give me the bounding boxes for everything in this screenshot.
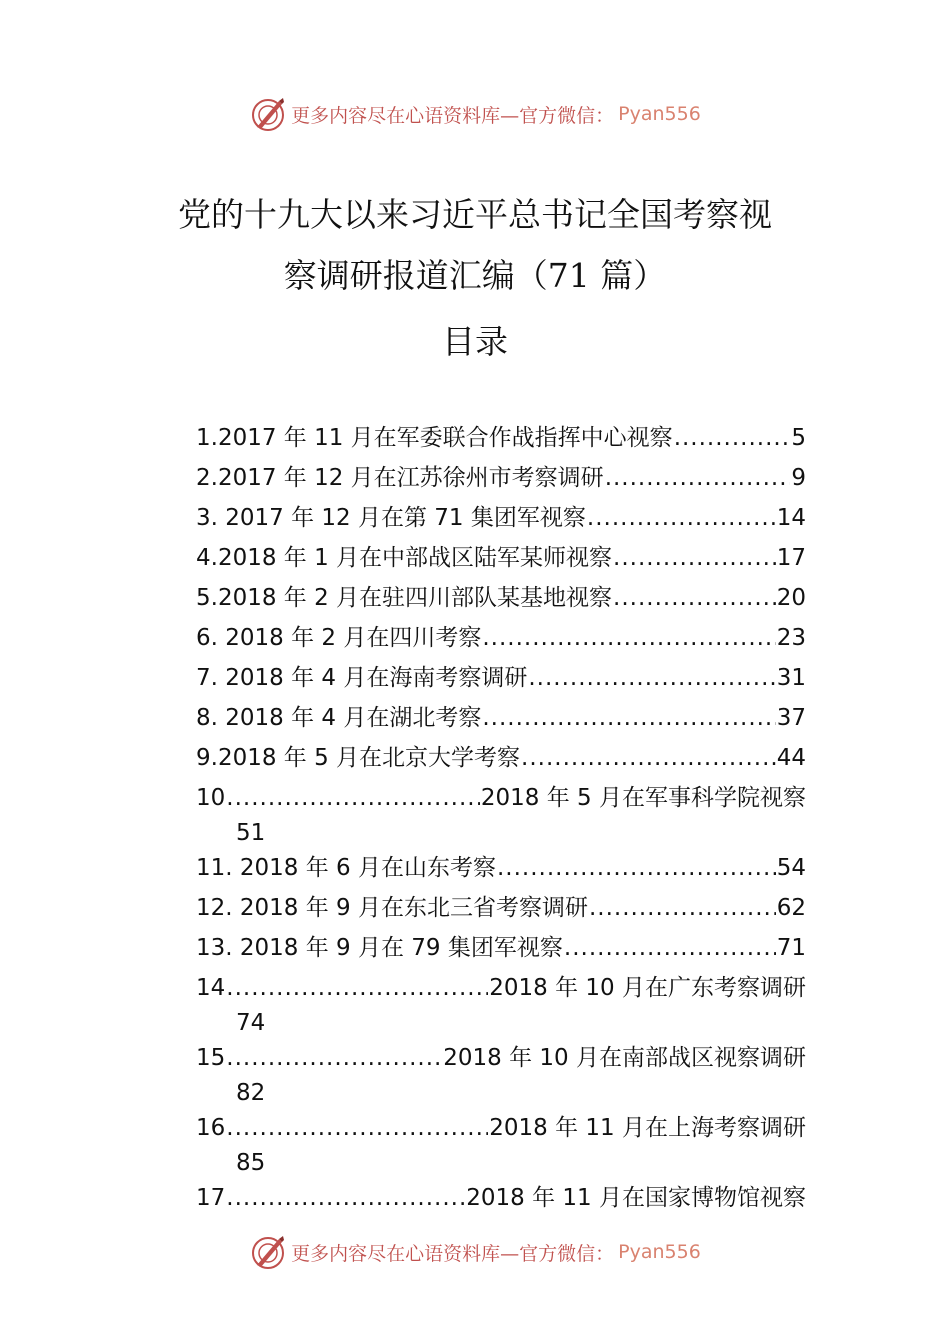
toc-dot-leader: [521, 738, 776, 778]
toc-entry-label: 7. 2018 年 4 月在海南考察调研: [196, 665, 528, 691]
toc-entry-label: 5.2018 年 2 月在驻四川部队某基地视察: [196, 585, 613, 611]
toc-dot-leader: [226, 968, 488, 1008]
toc-entry[interactable]: [196, 658, 806, 698]
toc-entry-page: 62: [776, 895, 806, 921]
toc-entry[interactable]: [196, 418, 806, 458]
toc-entry-number: 17: [196, 1185, 226, 1211]
toc-dot-leader: [564, 928, 776, 968]
table-of-contents: [196, 418, 806, 1218]
header-wechat-id: Pyan556: [618, 103, 701, 125]
toc-entry-page: 74: [236, 1010, 266, 1036]
toc-dot-leader: [528, 658, 775, 698]
toc-entry-page: 71: [776, 935, 806, 961]
toc-entry-page: 82: [236, 1080, 266, 1106]
toc-entry-label: 8. 2018 年 4 月在湖北考察: [196, 705, 482, 731]
toc-entry[interactable]: [196, 498, 806, 538]
toc-dot-leader: [497, 848, 776, 888]
toc-entry[interactable]: [196, 1038, 806, 1108]
toc-entry-page: 31: [776, 665, 806, 691]
toc-entry[interactable]: [196, 888, 806, 928]
toc-dot-leader: [226, 1108, 488, 1148]
footer-banner: [0, 1232, 950, 1272]
footer-wechat-id: Pyan556: [618, 1241, 701, 1263]
toc-dot-leader: [226, 778, 480, 818]
toc-dot-leader: [613, 538, 776, 578]
toc-dot-leader: [482, 618, 775, 658]
toc-entry[interactable]: [196, 928, 806, 968]
toc-entry-number: 14: [196, 975, 226, 1001]
toc-dot-leader: [226, 1178, 465, 1218]
toc-dot-leader: [674, 418, 791, 458]
toc-entry-page: 23: [776, 625, 806, 651]
document-title-line-2: 察调研报道汇编（71 篇）: [283, 256, 667, 295]
toc-entry[interactable]: [196, 968, 806, 1038]
toc-entry-label: 2018 年 11 月在上海考察调研: [489, 1115, 806, 1141]
toc-entry-page: 5: [791, 425, 806, 451]
toc-entry-label: 6. 2018 年 2 月在四川考察: [196, 625, 482, 651]
toc-entry[interactable]: [196, 1108, 806, 1178]
pen-logo-icon: [249, 95, 287, 133]
toc-entry-number: 16: [196, 1115, 226, 1141]
toc-entry-label: 11. 2018 年 6 月在山东考察: [196, 855, 496, 881]
toc-entry-label: 9.2018 年 5 月在北京大学考察: [196, 745, 521, 771]
toc-entry-label: 13. 2018 年 9 月在 79 集团军视察: [196, 935, 563, 961]
toc-dot-leader: [613, 578, 776, 618]
toc-entry-label: 2018 年 11 月在国家博物馆视察: [466, 1185, 806, 1211]
toc-entry[interactable]: [196, 458, 806, 498]
toc-dot-leader: [226, 1038, 442, 1078]
toc-entry-number: 10: [196, 785, 226, 811]
toc-dot-leader: [587, 498, 776, 538]
toc-entry-page: 20: [776, 585, 806, 611]
toc-entry[interactable]: [196, 698, 806, 738]
toc-entry-page: 44: [776, 745, 806, 771]
header-slogan: 更多内容尽在心语资料库—官方微信：: [291, 104, 615, 127]
toc-entry[interactable]: [196, 618, 806, 658]
toc-dot-leader: [589, 888, 776, 928]
toc-entry-page: 37: [776, 705, 806, 731]
header-banner: [0, 94, 950, 134]
toc-dot-leader: [605, 458, 791, 498]
toc-heading: 目录: [442, 322, 508, 361]
toc-entry-label: 4.2018 年 1 月在中部战区陆军某师视察: [196, 545, 613, 571]
toc-entry[interactable]: [196, 578, 806, 618]
toc-entry-label: 2018 年 10 月在广东考察调研: [489, 975, 806, 1001]
pen-logo-icon: [249, 1233, 287, 1271]
toc-entry-page: 17: [776, 545, 806, 571]
toc-entry-page: 51: [236, 820, 266, 846]
toc-entry-page: 54: [776, 855, 806, 881]
toc-entry-label: 2.2017 年 12 月在江苏徐州市考察调研: [196, 465, 604, 491]
document-title-line-1: 党的十九大以来习近平总书记全国考察视: [178, 195, 772, 234]
toc-entry-label: 12. 2018 年 9 月在东北三省考察调研: [196, 895, 588, 921]
toc-entry-number: 15: [196, 1045, 226, 1071]
toc-entry-label: 2018 年 5 月在军事科学院视察: [480, 785, 806, 811]
toc-entry-label: 1.2017 年 11 月在军委联合作战指挥中心视察: [196, 425, 673, 451]
toc-dot-leader: [482, 698, 775, 738]
toc-entry[interactable]: [196, 778, 806, 848]
toc-entry[interactable]: [196, 1178, 806, 1218]
toc-entry-label: 2018 年 10 月在南部战区视察调研: [443, 1045, 806, 1071]
toc-entry[interactable]: [196, 848, 806, 888]
toc-entry-page: 85: [236, 1150, 266, 1176]
toc-entry[interactable]: [196, 538, 806, 578]
toc-entry-page: 14: [776, 505, 806, 531]
toc-entry-page: 9: [791, 465, 806, 491]
toc-entry-label: 3. 2017 年 12 月在第 71 集团军视察: [196, 505, 586, 531]
toc-entry[interactable]: [196, 738, 806, 778]
footer-slogan: 更多内容尽在心语资料库—官方微信：: [291, 1242, 615, 1265]
